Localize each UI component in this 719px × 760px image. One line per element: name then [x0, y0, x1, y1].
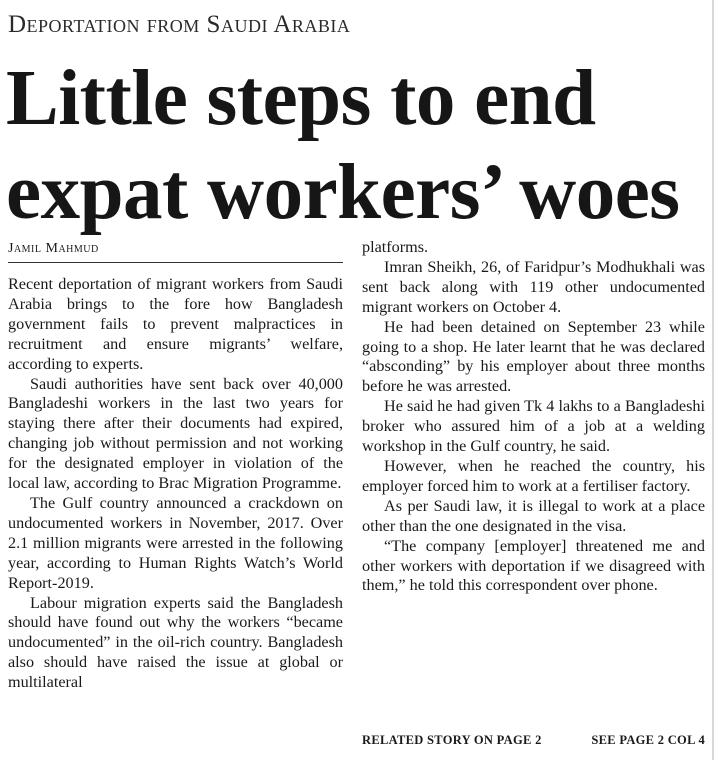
- right-column: [362, 238, 705, 596]
- paragraph: platforms.: [362, 238, 429, 256]
- paragraph: As per Saudi law, it is illegal to work at a place other than the one designated in the visa.: [362, 496, 705, 535]
- paragraph: He had been detained on September 23 while going to a shop. He later learnt that he was declared “absconding” by his employer about three months before he was arrested.: [362, 317, 705, 396]
- kicker: Deportation from Saudi Arabia: [8, 11, 351, 38]
- paragraph: Recent deportation of migrant workers from Saudi Arabia brings to the fore how Bangladesh government fails to prevent malpractices in recruitment and ensure migrants’ welfare, according to experts.: [8, 275, 343, 373]
- headline-line-1: Little steps to end: [6, 55, 596, 142]
- paragraph: He said he had given Tk 4 lakhs to a Bangladeshi broker who assured him of a job at a welding workshop in the Gulf country, he said.: [362, 397, 705, 456]
- headline: [6, 52, 711, 240]
- paragraph: Saudi authorities have sent back over 40,000 Bangladeshi workers in the last two years for staying there after their documents had expired, changing job without permission and not working for the designated employer in violation of the local law, according to Brac Migration Programme.: [8, 374, 343, 493]
- column-divider: [712, 0, 714, 760]
- paragraph: Labour migration experts said the Bangladesh should have found out why the workers “became undocumented” in the oil-rich country. Bangladesh also should have raised the issue at global or multilateral: [8, 593, 343, 692]
- paragraph: “The company [employer] threatened me and other workers with deportation if we disagreed with them,” he told this correspondent over phone.: [362, 536, 705, 595]
- left-column: [8, 275, 343, 693]
- paragraph: Imran Sheikh, 26, of Faridpur’s Modhukhali was sent back along with 119 other undocumented migrant workers on October 4.: [362, 257, 705, 316]
- paragraph: However, when he reached the country, his employer forced him to work at a fertiliser factory.: [362, 456, 705, 495]
- related-story-link[interactable]: RELATED STORY ON PAGE 2: [362, 733, 542, 747]
- paragraph: The Gulf country announced a crackdown on undocumented workers in November, 2017. Over 2.1 million migrants were arrested in the following year, according to Human Rights Watch’s World Report-2019.: [8, 493, 343, 592]
- byline: Jamil Mahmud: [8, 241, 343, 263]
- continued-jump-link[interactable]: SEE PAGE 2 COL 4: [591, 733, 705, 747]
- headline-line-2: expat workers’ woes: [6, 149, 680, 236]
